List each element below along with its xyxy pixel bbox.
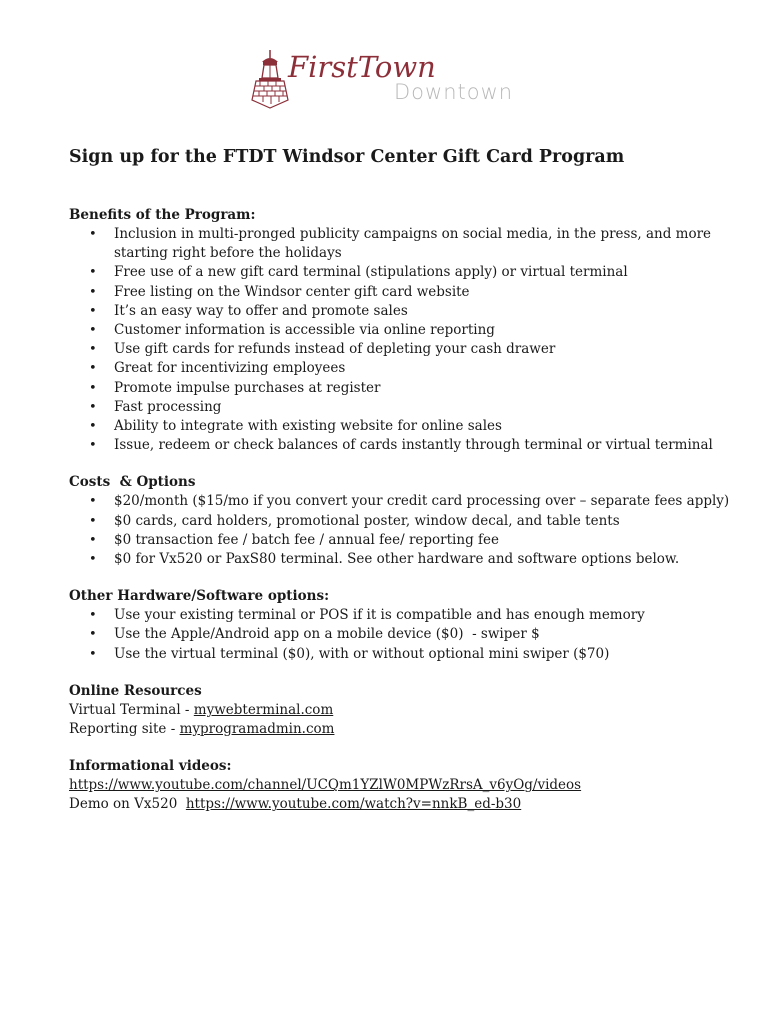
bullet-icon: • bbox=[89, 227, 97, 242]
list-item: • Great for incentivizing employees bbox=[69, 359, 739, 378]
firsttown-logo bbox=[248, 48, 538, 114]
list-item: • Promote impulse purchases at register bbox=[69, 379, 739, 398]
reporting-site-line: Reporting site - myprogramadmin.com bbox=[69, 721, 335, 738]
list-item: • Use the Apple/Android app on a mobile device ($0) - swiper $ bbox=[69, 625, 739, 644]
hardware-list bbox=[69, 606, 739, 664]
list-item: • $20/month ($15/mo if you convert your credit card processing over – separate fees apply) bbox=[69, 492, 739, 511]
virtual-terminal-line: Virtual Terminal - mywebterminal.com bbox=[69, 701, 334, 718]
bullet-icon: • bbox=[89, 380, 97, 396]
list-item: • Use the virtual terminal ($0), with or without optional mini swiper ($70) bbox=[69, 645, 739, 664]
bullet-icon: • bbox=[89, 494, 97, 510]
list-item: • Inclusion in multi-pronged publicity campaigns on social media, in the press, and more starting right before the holidays bbox=[89, 226, 712, 262]
logo-wordmark-main: FirstTown bbox=[288, 50, 436, 84]
demo-line: Demo on Vx520 https://www.youtube.com/watch?v=nnkB_ed-b30 bbox=[69, 796, 522, 813]
list-item: • It’s an easy way to offer and promote sales bbox=[69, 302, 739, 321]
bullet-icon: • bbox=[89, 646, 97, 662]
costs-section bbox=[69, 473, 739, 569]
bullet-icon: • bbox=[89, 265, 97, 281]
list-item: • $0 transaction fee / batch fee / annual fee/ reporting fee bbox=[69, 531, 739, 550]
list-item: • Use your existing terminal or POS if it is compatible and has enough memory bbox=[69, 606, 739, 625]
page-title: Sign up for the FTDT Windsor Center Gift Card Program bbox=[69, 147, 625, 167]
bullet-icon: • bbox=[89, 513, 97, 529]
benefits-list bbox=[69, 225, 739, 455]
videos-heading: Informational videos: bbox=[69, 758, 232, 775]
bullet-icon: • bbox=[89, 608, 97, 624]
list-item: • $0 for Vx520 or PaxS80 terminal. See other hardware and software options below. bbox=[69, 550, 739, 569]
list-item: • Ability to integrate with existing website for online sales bbox=[69, 417, 739, 436]
list-item: • $0 cards, card holders, promotional poster, window decal, and table tents bbox=[69, 512, 739, 531]
bullet-icon: • bbox=[89, 532, 97, 548]
resources-section bbox=[69, 682, 739, 739]
hardware-section bbox=[69, 587, 739, 664]
hardware-heading: Other Hardware/Software options: bbox=[69, 588, 330, 605]
list-item: • Issue, redeem or check balances of cards instantly through terminal or virtual terminal bbox=[69, 436, 739, 455]
list-item: • Fast processing bbox=[69, 398, 739, 417]
logo-wordmark-sub: Downtown bbox=[394, 80, 514, 104]
bullet-icon: • bbox=[89, 438, 97, 454]
list-item: • Free use of a new gift card terminal (stipulations apply) or virtual terminal bbox=[69, 263, 739, 282]
costs-heading: Costs & Options bbox=[69, 474, 196, 491]
benefits-section bbox=[69, 206, 739, 455]
bullet-icon: • bbox=[89, 284, 97, 300]
list-item: • Customer information is accessible via online reporting bbox=[69, 321, 739, 340]
demo-video-link[interactable]: https://www.youtube.com/watch?v=nnkB_ed-b30 bbox=[185, 796, 522, 813]
bullet-icon: • bbox=[89, 361, 97, 377]
costs-list bbox=[69, 492, 739, 569]
virtual-terminal-link[interactable]: mywebterminal.com bbox=[193, 701, 334, 718]
list-item: • Free listing on the Windsor center gift card website bbox=[69, 283, 739, 302]
benefits-heading: Benefits of the Program: bbox=[69, 207, 256, 223]
reporting-site-link[interactable]: myprogramadmin.com bbox=[179, 721, 335, 738]
bullet-icon: • bbox=[89, 399, 97, 415]
list-item: • Use gift cards for refunds instead of depleting your cash drawer bbox=[69, 340, 739, 359]
videos-section bbox=[69, 757, 739, 814]
bullet-icon: • bbox=[89, 419, 97, 435]
bullet-icon: • bbox=[89, 342, 97, 358]
bullet-icon: • bbox=[89, 323, 97, 339]
resources-heading: Online Resources bbox=[69, 682, 202, 699]
bullet-icon: • bbox=[89, 303, 97, 319]
document-body bbox=[69, 144, 739, 833]
youtube-channel-link[interactable]: https://www.youtube.com/channel/UCQm1YZlW0MPWzRrsA_v6yOg/videos bbox=[69, 777, 582, 794]
bullet-icon: • bbox=[89, 627, 97, 643]
channel-line bbox=[69, 776, 739, 795]
bullet-icon: • bbox=[89, 552, 97, 568]
